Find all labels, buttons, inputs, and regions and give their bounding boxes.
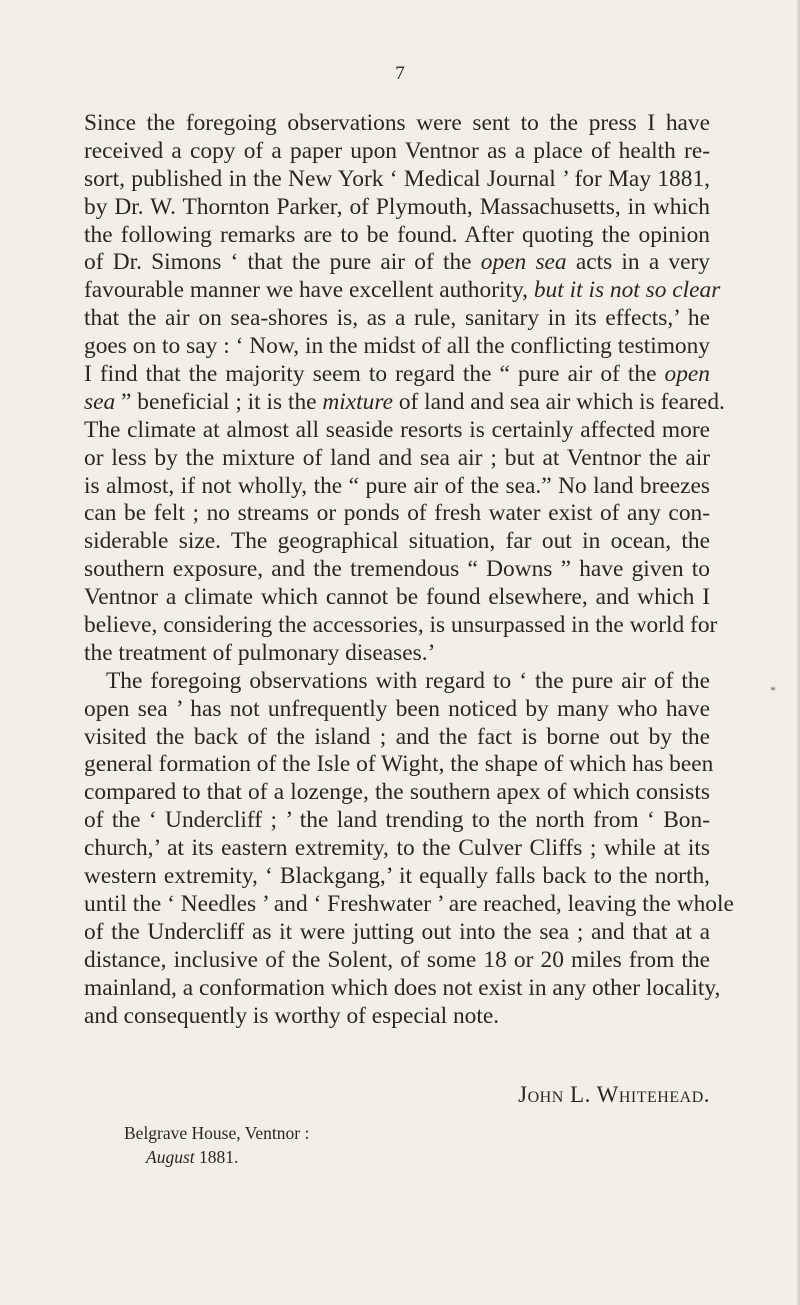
page-number: 7 xyxy=(395,63,405,84)
text-run: and consequently is worthy of especial note. xyxy=(84,1002,500,1029)
text-line xyxy=(84,890,734,919)
text-line xyxy=(84,361,710,389)
text-run: of the Undercliff as it were jutting out into the sea ; and that at a xyxy=(84,918,710,945)
text-line xyxy=(84,612,718,640)
text-run: I find that the majority seem to regard the “ pure air of the xyxy=(84,361,665,388)
text-run: church,’ at its eastern extremity, to the Culver Cliffs ; while at its xyxy=(84,835,710,862)
text-run: southern exposure, and the tremendous “ Downs ” have given to xyxy=(84,556,710,583)
text-line xyxy=(84,974,721,1003)
text-run: Ventnor a climate which cannot be found elsewhere, and which I xyxy=(84,584,710,611)
text-line xyxy=(84,919,710,947)
text-line xyxy=(84,417,710,445)
body-text xyxy=(84,110,734,1030)
text-run: or less by the mixture of land and sea air ; but at Ventnor the air xyxy=(84,444,710,471)
italic-text: open sea xyxy=(480,249,567,276)
text-line xyxy=(84,668,710,696)
text-run: mainland, a conformation which does not exist in any other locality, xyxy=(84,974,721,1001)
author-name: John L. Whitehead. xyxy=(518,1082,710,1107)
text-run: believe, considering the accessories, is unsurpassed in the world for xyxy=(84,612,718,639)
text-run: by Dr. W. Thornton Parker, of Plymouth, Massachusetts, in which xyxy=(84,193,710,220)
text-line xyxy=(84,138,710,166)
text-line xyxy=(84,751,714,779)
text-line xyxy=(84,556,710,584)
address-line: Belgrave House, Ventnor : xyxy=(124,1123,310,1143)
text-line xyxy=(84,528,710,556)
text-run: the treatment of pulmonary diseases.’ xyxy=(84,639,436,666)
text-line xyxy=(84,807,710,835)
italic-text: but it is not so clear xyxy=(533,277,721,304)
address-block xyxy=(124,1121,309,1169)
text-run: acts in a very xyxy=(566,249,710,276)
text-line xyxy=(84,222,710,250)
text-run: is almost, if not wholly, the “ pure air of the sea.” No land breezes xyxy=(84,472,710,499)
text-run: siderable size. The geographical situation, far out in ocean, the xyxy=(84,528,710,555)
text-run: favourable manner we have excellent authority, xyxy=(84,277,534,304)
text-line xyxy=(84,249,710,277)
text-line xyxy=(84,194,710,222)
text-line xyxy=(84,388,725,417)
text-run: western extremity, ‘ Blackgang,’ it equally falls back to the north, xyxy=(84,863,710,890)
text-line xyxy=(84,500,710,528)
text-run: can be felt ; no streams or ponds of fresh water exist of any con- xyxy=(84,500,710,527)
text-run: of Dr. Simons ‘ that the pure air of the xyxy=(84,249,481,276)
text-run: of the ‘ Undercliff ; ’ the land trending to the north from ‘ Bon- xyxy=(84,807,710,834)
text-line xyxy=(84,779,710,807)
text-run: of land and sea air which is feared. xyxy=(392,388,725,415)
text-run: until the ‘ Needles ’ and ‘ Freshwater ’ are reached, leaving the whole xyxy=(84,890,734,917)
text-run: Since the foregoing observations were sent to the press I have xyxy=(84,110,710,136)
text-run: distance, inclusive of the Solent, of some 18 or 20 miles from the xyxy=(84,946,710,973)
text-run: the following remarks are to be found. After quoting the opinion xyxy=(84,221,710,248)
text-run: The climate at almost all seaside resorts is certainly affected more xyxy=(84,416,710,443)
text-line xyxy=(84,473,710,501)
text-line xyxy=(84,584,710,612)
text-line xyxy=(84,947,710,975)
text-line xyxy=(84,333,710,361)
text-line xyxy=(84,1003,710,1031)
text-line xyxy=(84,640,710,668)
text-line xyxy=(84,724,710,752)
italic-text: mixture xyxy=(322,388,393,415)
text-run: ” beneficial ; it is the xyxy=(115,388,323,415)
text-line xyxy=(84,277,721,305)
text-line xyxy=(84,110,710,138)
margin-mark: * xyxy=(770,683,776,697)
italic-text: open xyxy=(664,361,710,388)
text-run: visited the back of the island ; and the fact is borne out by the xyxy=(84,723,710,750)
text-line xyxy=(84,696,710,724)
text-run: compared to that of a lozenge, the southern apex of which consists xyxy=(84,779,710,806)
text-run: sort, published in the New York ‘ Medical Journal ’ for May 1881, xyxy=(84,165,710,192)
date-month: August xyxy=(146,1147,195,1167)
text-run: The foregoing observations with regard to ‘ the pure air of the xyxy=(106,667,710,694)
text-run: open sea ’ has not unfrequently been noticed by many who have xyxy=(84,695,710,722)
text-run: goes on to say : ‘ Now, in the midst of all the conflicting testimony xyxy=(84,333,710,360)
text-line xyxy=(84,445,710,473)
italic-text: sea xyxy=(84,388,116,415)
text-run: general formation of the Isle of Wight, the shape of which has been xyxy=(84,751,714,778)
text-line xyxy=(84,305,710,333)
text-run: received a copy of a paper upon Ventnor as a place of health re- xyxy=(84,137,710,164)
text-run: that the air on sea-shores is, as a rule, sanitary in its effects,’ he xyxy=(84,305,710,332)
date-line xyxy=(124,1145,309,1169)
text-line xyxy=(84,835,710,863)
date-year: 1881. xyxy=(194,1147,239,1167)
author-signature xyxy=(0,1081,710,1109)
text-line xyxy=(84,863,710,891)
text-line xyxy=(84,166,710,194)
page-edge xyxy=(796,0,800,1305)
